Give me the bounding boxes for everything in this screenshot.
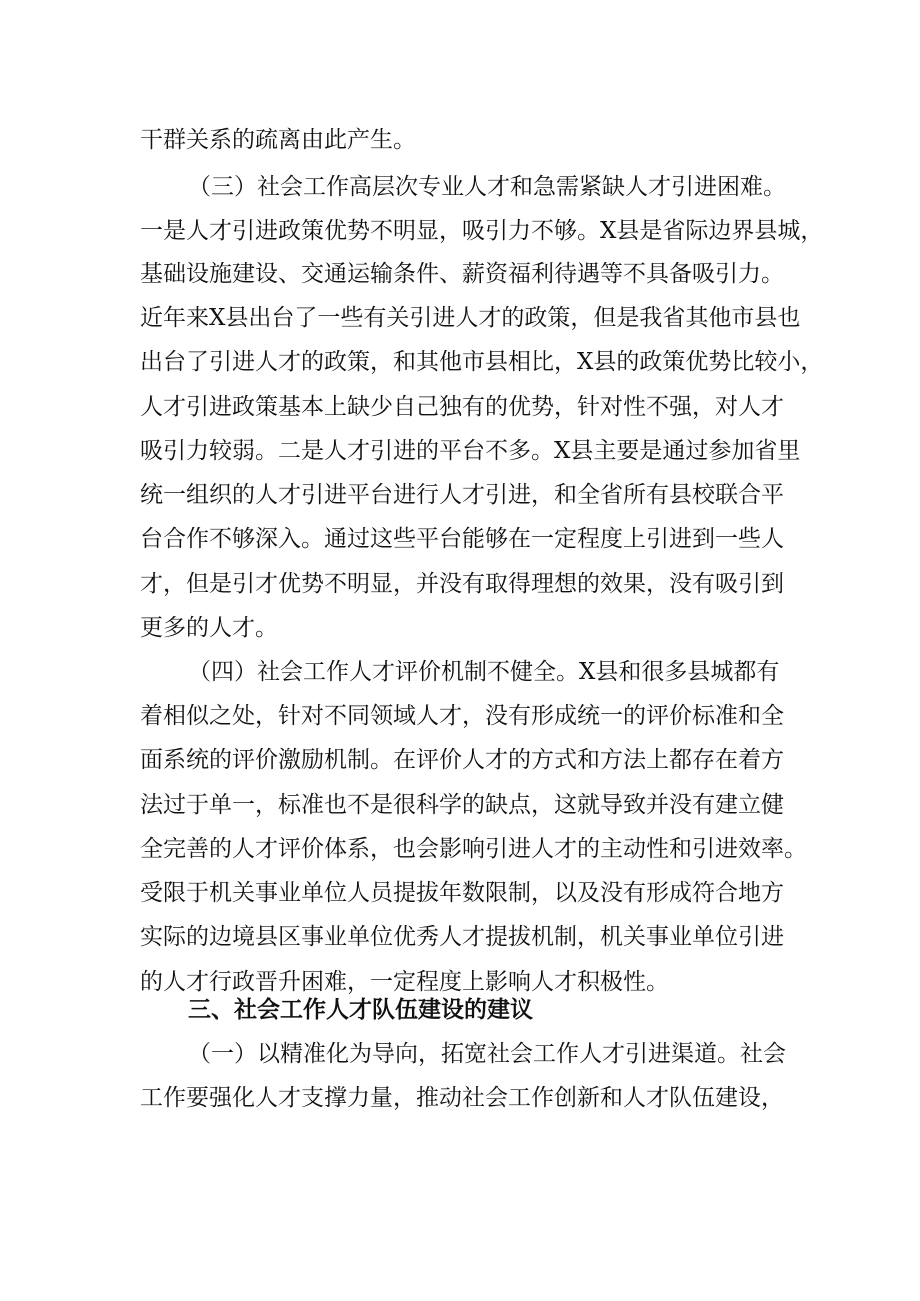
text-line: 出台了引进人才的政策，和其他市县相比，X县的政策优势比较小， [140, 349, 824, 375]
text-line: 近年来X县出台了一些有关引进人才的政策，但是我省其他市县也 [140, 305, 801, 331]
text-line: 法过于单一，标准也不是很科学的缺点，这就导致并没有建立健 [140, 792, 784, 818]
text-line: 工作要强化人才支撑力量，推动社会工作创新和人才队伍建设， [140, 1085, 784, 1111]
text-line: 面系统的评价激励机制。在评价人才的方式和方法上都存在着方 [140, 747, 784, 773]
text-line: 台合作不够深入。通过这些平台能够在一定程度上引进到一些人 [140, 526, 784, 552]
text-line: 的人才行政晋升困难，一定程度上影响人才积极性。 [140, 969, 669, 995]
text-line: 干群关系的疏离由此产生。 [140, 127, 416, 153]
text-line: 才，但是引才优势不明显，并没有取得理想的效果，没有吸引到 [140, 571, 784, 597]
text-line: 统一组织的人才引进平台进行人才引进，和全省所有县校联合平 [140, 482, 784, 508]
section-title-1: （一）以精准化为导向，拓宽社会工作人才引进渠道。社会 [188, 1041, 786, 1067]
text-line: 着相似之处，针对不同领域人才，没有形成统一的评价标准和全 [140, 703, 784, 729]
text-line: 更多的人才。 [140, 615, 278, 641]
chapter-heading: 三、社会工作人才队伍建设的建议 [188, 997, 533, 1023]
section-title-4: （四）社会工作人才评价机制不健全。X县和很多县城都有 [188, 659, 780, 685]
text-line: 全完善的人才评价体系，也会影响引进人才的主动性和引进效率。 [140, 836, 807, 862]
text-line: 实际的边境县区事业单位优秀人才提拔机制，机关事业单位引进 [140, 924, 784, 950]
section-title-3: （三）社会工作高层次专业人才和急需紧缺人才引进困难。 [188, 174, 786, 200]
text-line: 受限于机关事业单位人员提拔年数限制，以及没有形成符合地方 [140, 880, 784, 906]
text-line: 基础设施建设、交通运输条件、薪资福利待遇等不具备吸引力。 [140, 261, 784, 287]
text-line: 人才引进政策基本上缺少自己独有的优势，针对性不强，对人才 [140, 394, 784, 420]
text-line: 一是人才引进政策优势不明显，吸引力不够。X县是省际边界县城， [140, 218, 824, 244]
text-line: 吸引力较弱。二是人才引进的平台不多。X县主要是通过参加省里 [140, 438, 801, 464]
